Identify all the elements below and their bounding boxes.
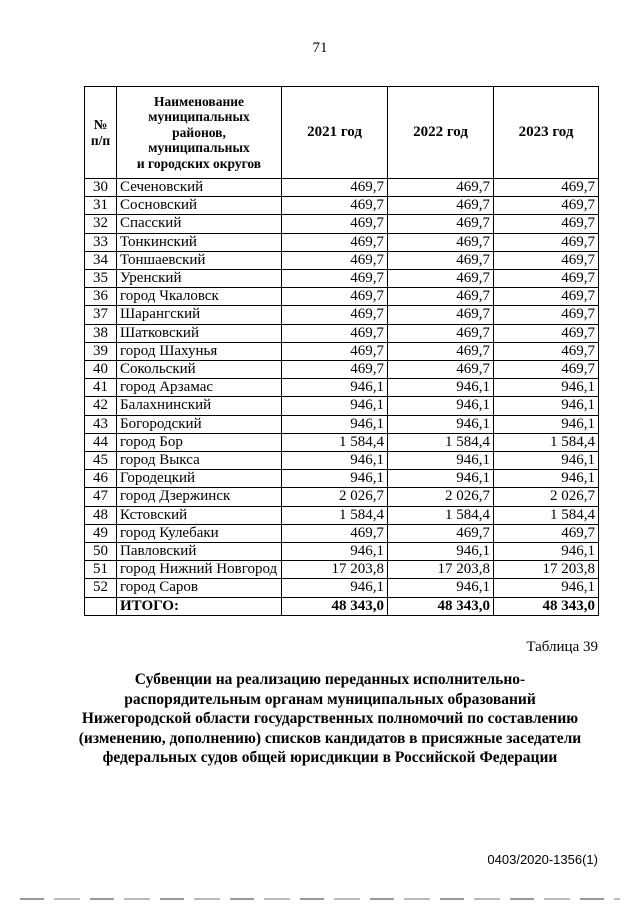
row-number: 31 <box>85 197 117 215</box>
row-value-2021: 946,1 <box>282 397 388 415</box>
row-value-2023: 469,7 <box>494 270 599 288</box>
table-row <box>85 197 599 215</box>
row-value-2022: 469,7 <box>388 288 494 306</box>
row-value-2021: 469,7 <box>282 361 388 379</box>
row-number: 33 <box>85 233 117 251</box>
row-value-2021: 946,1 <box>282 579 388 597</box>
row-value-2023: 469,7 <box>494 233 599 251</box>
section-title-line: Субвенции на реализацию переданных исполнительно- <box>134 671 526 688</box>
table-row <box>85 506 599 524</box>
row-value-2022: 946,1 <box>388 397 494 415</box>
header-num-line: № <box>93 117 108 132</box>
row-value-2023: 469,7 <box>494 179 599 197</box>
row-value-2023: 946,1 <box>494 397 599 415</box>
row-value-2022: 469,7 <box>388 215 494 233</box>
row-value-2023: 469,7 <box>494 306 599 324</box>
table-row <box>85 270 599 288</box>
row-value-2023: 946,1 <box>494 415 599 433</box>
row-number: 49 <box>85 524 117 542</box>
total-2022: 48 343,0 <box>388 597 494 615</box>
row-number: 43 <box>85 415 117 433</box>
section-title-line: федеральных судов общей юрисдикции в Российской Федерации <box>102 749 558 766</box>
row-name: город Дзержинск <box>117 488 282 506</box>
header-2022: 2022 год <box>388 87 494 179</box>
table-row <box>85 251 599 269</box>
page-number: 71 <box>312 40 328 56</box>
header-name-line: и городских округов <box>136 155 262 171</box>
table-row <box>85 379 599 397</box>
row-value-2023: 469,7 <box>494 361 599 379</box>
row-name: Сокольский <box>117 361 282 379</box>
row-name: Шатковский <box>117 324 282 342</box>
table-row <box>85 470 599 488</box>
table-row <box>85 361 599 379</box>
row-name: Богородский <box>117 415 282 433</box>
document-code: 0403/2020-1356(1) <box>487 852 598 867</box>
table-header-row <box>85 87 599 179</box>
row-value-2021: 469,7 <box>282 324 388 342</box>
row-value-2022: 469,7 <box>388 324 494 342</box>
row-name: Уренский <box>117 270 282 288</box>
table-row <box>85 179 599 197</box>
row-name: город Кулебаки <box>117 524 282 542</box>
row-name: Павловский <box>117 543 282 561</box>
row-value-2022: 946,1 <box>388 543 494 561</box>
row-value-2023: 469,7 <box>494 524 599 542</box>
row-number: 39 <box>85 342 117 360</box>
row-value-2021: 469,7 <box>282 270 388 288</box>
row-value-2022: 946,1 <box>388 415 494 433</box>
scan-artifact-line <box>20 898 620 900</box>
row-number: 38 <box>85 324 117 342</box>
header-name-line: Наименование <box>154 93 244 109</box>
section-title-line: (изменению, дополнению) списков кандидатов в присяжные заседатели <box>78 729 582 747</box>
row-value-2023: 469,7 <box>494 197 599 215</box>
section-title-line: распорядительным органам муниципальных образований <box>124 690 536 708</box>
row-number: 32 <box>85 215 117 233</box>
row-value-2021: 946,1 <box>282 379 388 397</box>
table-row <box>85 433 599 451</box>
row-name: Тонкинский <box>117 233 282 251</box>
row-value-2022: 946,1 <box>388 379 494 397</box>
row-value-2021: 469,7 <box>282 215 388 233</box>
row-value-2022: 1 584,4 <box>388 433 494 451</box>
table-row <box>85 324 599 342</box>
row-value-2022: 1 584,4 <box>388 506 494 524</box>
row-value-2022: 469,7 <box>388 251 494 269</box>
row-value-2021: 469,7 <box>282 197 388 215</box>
row-value-2021: 469,7 <box>282 251 388 269</box>
row-value-2023: 469,7 <box>494 251 599 269</box>
row-value-2021: 469,7 <box>282 524 388 542</box>
row-value-2022: 469,7 <box>388 270 494 288</box>
row-value-2023: 1 584,4 <box>494 433 599 451</box>
total-label: ИТОГО: <box>117 597 282 615</box>
row-value-2022: 469,7 <box>388 342 494 360</box>
row-value-2022: 946,1 <box>388 579 494 597</box>
row-name: Кстовский <box>117 506 282 524</box>
row-value-2022: 469,7 <box>388 361 494 379</box>
table-label: Таблица 39 <box>526 639 598 655</box>
row-value-2023: 946,1 <box>494 470 599 488</box>
row-number: 41 <box>85 379 117 397</box>
row-value-2021: 1 584,4 <box>282 506 388 524</box>
table-row <box>85 524 599 542</box>
row-value-2022: 946,1 <box>388 452 494 470</box>
header-name-line: муниципальных <box>148 140 250 156</box>
row-value-2023: 469,7 <box>494 324 599 342</box>
table-body <box>85 179 599 616</box>
row-value-2022: 469,7 <box>388 197 494 215</box>
header-name-line: районов, <box>172 124 226 140</box>
table-row <box>85 215 599 233</box>
row-value-2021: 946,1 <box>282 470 388 488</box>
row-name: Балахнинский <box>117 397 282 415</box>
table-row <box>85 561 599 579</box>
header-2021: 2021 год <box>282 87 388 179</box>
section-title-line: Нижегородской области государственных полномочий по составлению <box>81 710 579 727</box>
total-row <box>85 597 599 615</box>
row-number: 40 <box>85 361 117 379</box>
header-num <box>85 87 117 179</box>
row-number: 48 <box>85 506 117 524</box>
row-number: 45 <box>85 452 117 470</box>
table-row <box>85 452 599 470</box>
row-name: Городецкий <box>117 470 282 488</box>
table-row <box>85 288 599 306</box>
row-value-2022: 469,7 <box>388 306 494 324</box>
row-value-2021: 469,7 <box>282 288 388 306</box>
row-value-2023: 2 026,7 <box>494 488 599 506</box>
row-name: город Нижний Новгород <box>117 561 282 579</box>
row-name: город Шахунья <box>117 342 282 360</box>
row-value-2023: 469,7 <box>494 288 599 306</box>
row-name: город Чкаловск <box>117 288 282 306</box>
row-name: Сеченовский <box>117 179 282 197</box>
row-name: город Саров <box>117 579 282 597</box>
header-name <box>117 87 282 179</box>
row-number: 37 <box>85 306 117 324</box>
row-value-2023: 946,1 <box>494 543 599 561</box>
total-2021: 48 343,0 <box>282 597 388 615</box>
row-value-2022: 469,7 <box>388 179 494 197</box>
row-number: 30 <box>85 179 117 197</box>
subsidies-table <box>84 86 599 616</box>
row-value-2023: 946,1 <box>494 379 599 397</box>
row-value-2021: 17 203,8 <box>282 561 388 579</box>
row-value-2023: 17 203,8 <box>494 561 599 579</box>
row-name: Шарангский <box>117 306 282 324</box>
row-number: 36 <box>85 288 117 306</box>
row-value-2021: 946,1 <box>282 543 388 561</box>
section-title <box>60 670 600 768</box>
row-value-2023: 1 584,4 <box>494 506 599 524</box>
table-row <box>85 543 599 561</box>
row-value-2023: 946,1 <box>494 579 599 597</box>
row-value-2022: 2 026,7 <box>388 488 494 506</box>
row-value-2022: 17 203,8 <box>388 561 494 579</box>
header-name-line: муниципальных <box>148 109 250 125</box>
row-value-2021: 946,1 <box>282 415 388 433</box>
row-value-2023: 469,7 <box>494 342 599 360</box>
row-value-2022: 469,7 <box>388 233 494 251</box>
row-number: 47 <box>85 488 117 506</box>
table-row <box>85 397 599 415</box>
row-name: город Арзамас <box>117 379 282 397</box>
row-number: 34 <box>85 251 117 269</box>
table-row <box>85 415 599 433</box>
row-number: 42 <box>85 397 117 415</box>
row-name: Спасский <box>117 215 282 233</box>
row-number: 35 <box>85 270 117 288</box>
row-value-2021: 469,7 <box>282 233 388 251</box>
row-value-2023: 469,7 <box>494 215 599 233</box>
row-name: город Выкса <box>117 452 282 470</box>
row-number: 46 <box>85 470 117 488</box>
row-value-2023: 946,1 <box>494 452 599 470</box>
header-num-line: п/п <box>90 132 111 148</box>
table-row <box>85 342 599 360</box>
row-value-2021: 2 026,7 <box>282 488 388 506</box>
row-value-2022: 469,7 <box>388 524 494 542</box>
row-name: город Бор <box>117 433 282 451</box>
row-number: 51 <box>85 561 117 579</box>
total-2023: 48 343,0 <box>494 597 599 615</box>
row-value-2021: 1 584,4 <box>282 433 388 451</box>
table-row <box>85 579 599 597</box>
row-number: 50 <box>85 543 117 561</box>
row-value-2021: 946,1 <box>282 452 388 470</box>
row-value-2022: 946,1 <box>388 470 494 488</box>
table-row <box>85 488 599 506</box>
row-value-2021: 469,7 <box>282 342 388 360</box>
row-value-2021: 469,7 <box>282 306 388 324</box>
row-name: Тоншаевский <box>117 251 282 269</box>
row-number: 44 <box>85 433 117 451</box>
table-row <box>85 233 599 251</box>
row-value-2021: 469,7 <box>282 179 388 197</box>
total-num-empty <box>85 597 117 615</box>
table-row <box>85 306 599 324</box>
header-2023: 2023 год <box>494 87 599 179</box>
row-number: 52 <box>85 579 117 597</box>
row-name: Сосновский <box>117 197 282 215</box>
